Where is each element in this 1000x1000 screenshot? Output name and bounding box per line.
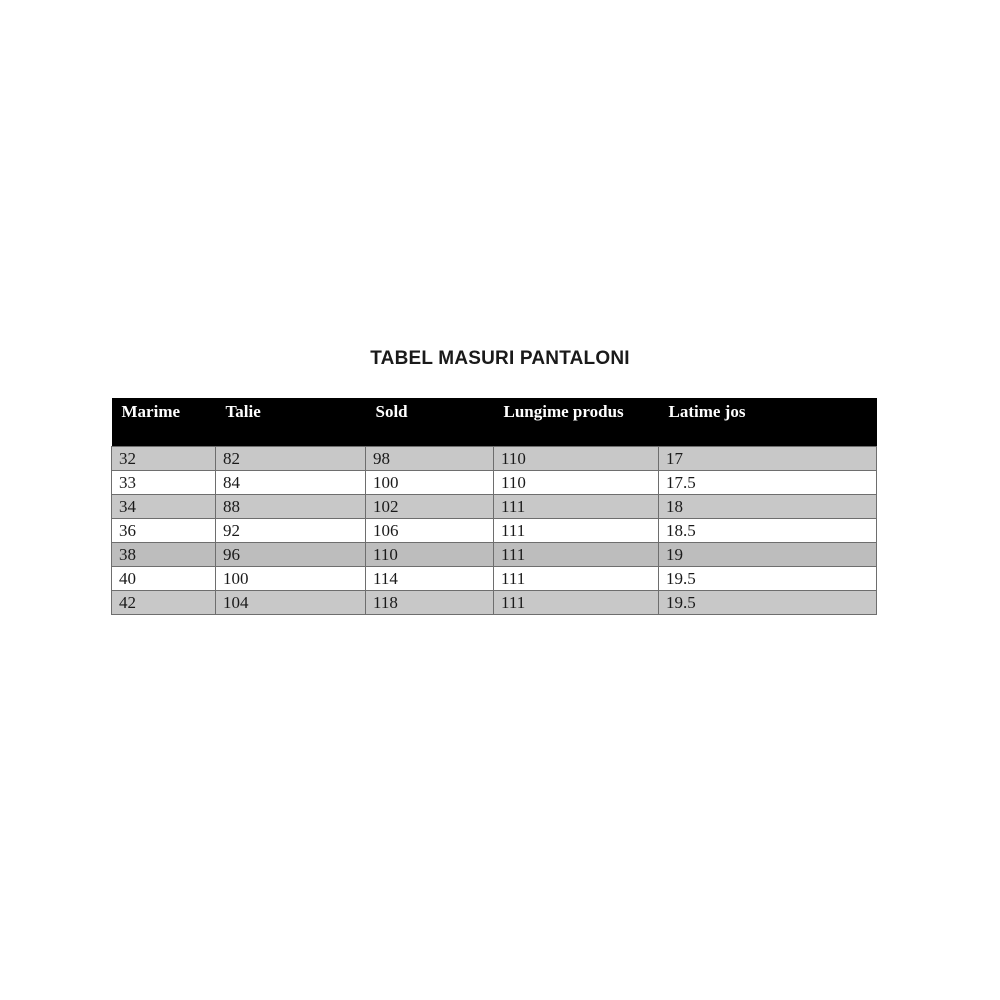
table-row [112, 470, 877, 494]
table-cell: 110 [366, 542, 494, 566]
table-row [112, 494, 877, 518]
table-cell: 18 [659, 494, 877, 518]
table-cell: 100 [216, 566, 366, 590]
table-cell: 32 [112, 446, 216, 470]
table-cell: 82 [216, 446, 366, 470]
size-chart-table [111, 398, 877, 615]
table-cell: 114 [366, 566, 494, 590]
table-cell: 118 [366, 590, 494, 614]
table-cell: 111 [494, 518, 659, 542]
column-header-marime: Marime [112, 398, 216, 446]
table-cell: 40 [112, 566, 216, 590]
table-cell: 100 [366, 470, 494, 494]
table-header [112, 398, 877, 446]
table-cell: 111 [494, 494, 659, 518]
header-row [112, 398, 877, 446]
table-cell: 84 [216, 470, 366, 494]
table-cell: 36 [112, 518, 216, 542]
page-title: TABEL MASURI PANTALONI [370, 348, 630, 369]
table-cell: 19 [659, 542, 877, 566]
table-cell: 102 [366, 494, 494, 518]
table-cell: 17.5 [659, 470, 877, 494]
table-cell: 111 [494, 590, 659, 614]
table-cell: 96 [216, 542, 366, 566]
table-cell: 33 [112, 470, 216, 494]
table-cell: 104 [216, 590, 366, 614]
table-cell: 111 [494, 566, 659, 590]
table-cell: 38 [112, 542, 216, 566]
table-cell: 110 [494, 470, 659, 494]
column-header-talie: Talie [216, 398, 366, 446]
table-cell: 34 [112, 494, 216, 518]
table-row [112, 542, 877, 566]
table-cell: 106 [366, 518, 494, 542]
table-cell: 111 [494, 542, 659, 566]
table-cell: 19.5 [659, 590, 877, 614]
table-row [112, 446, 877, 470]
table-cell: 17 [659, 446, 877, 470]
column-header-lungime-produs: Lungime produs [494, 398, 659, 446]
table-row [112, 518, 877, 542]
table-cell: 110 [494, 446, 659, 470]
column-header-latime-jos: Latime jos [659, 398, 877, 446]
table-row [112, 566, 877, 590]
table-cell: 42 [112, 590, 216, 614]
table-cell: 19.5 [659, 566, 877, 590]
table-cell: 92 [216, 518, 366, 542]
column-header-sold: Sold [366, 398, 494, 446]
table-cell: 18.5 [659, 518, 877, 542]
table-cell: 98 [366, 446, 494, 470]
table-body [112, 446, 877, 614]
table-cell: 88 [216, 494, 366, 518]
table-row [112, 590, 877, 614]
